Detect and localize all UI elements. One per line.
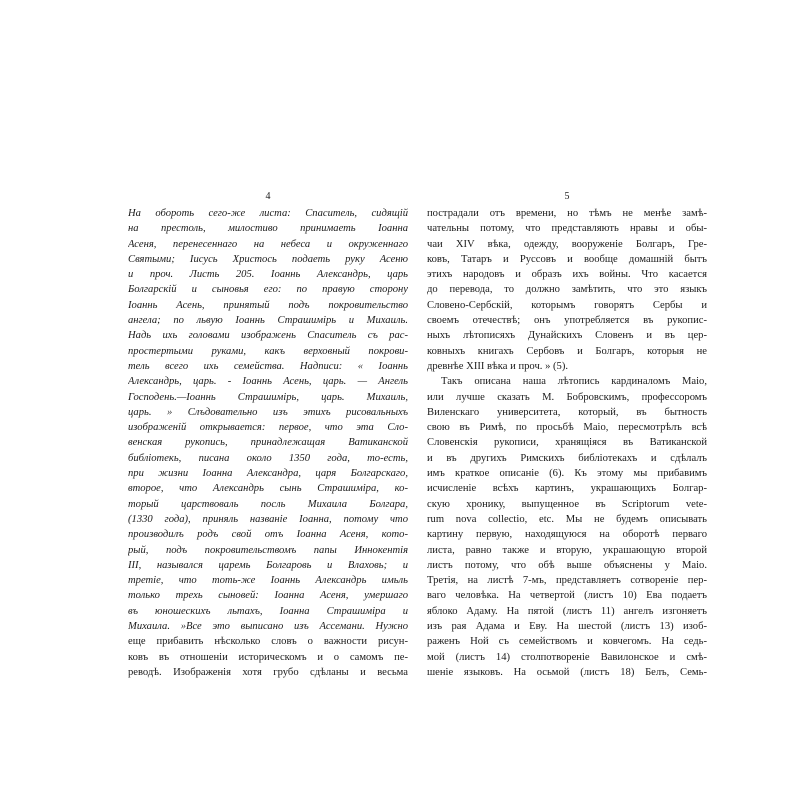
text-line: изъ рая Адама и Еву. На шестой (листъ 13) изоб- (427, 621, 707, 633)
text-line: На обороть сего-же листа: Спаситель, сидящій (128, 208, 408, 219)
text-line: Словенскія рукописи, хранящіяся въ Ватиканской (427, 437, 707, 449)
page-body (128, 206, 408, 680)
text-line: имъ краткое описаніе (6). Къ этому мы прибавимъ (427, 468, 707, 480)
text-line: производилъ родъ свой отъ Іоанна Асеня, кото- (128, 529, 408, 541)
text-line: исчисленіе всѣхъ картинъ, украшающихъ Болгар- (427, 483, 707, 495)
text-line: Надь ихь головами изображень Спаситель съ рас- (128, 330, 408, 342)
text-line: древнѣе XIII вѣка и проч. » (5). (427, 360, 569, 372)
text-line: (1330 года), приняль названіе Іоанна, потому что (128, 513, 408, 525)
text-line: простертыми руками, какъ верховный покрови- (128, 345, 408, 357)
text-line: III, назывался царемь Болгаровь и Влаховь; и (128, 559, 408, 571)
text-line: картину первую, находящуюся на оборотѣ перваго (427, 529, 707, 541)
text-line: только трехь сыновей: Іоанна Асеня, умершаго (128, 590, 408, 602)
text-line: на престоль, милостиво принимаеть Іоанна (128, 223, 408, 235)
text-line: второе, что Александрь сынь Страшиміра, ко- (128, 483, 408, 495)
text-line: яблоко Адаму. На пятой (листъ 11) ангелъ изгоняетъ (427, 605, 707, 617)
text-line: въ юношескихъ льтахъ, Іоанна Страшиміра и (128, 605, 408, 617)
text-line: чательны потому, что представляють нравы и обы- (427, 223, 707, 235)
left-page (128, 190, 408, 680)
text-line: своемъ отечествѣ; онъ употребляется въ рукопис- (427, 315, 707, 327)
text-line: Александрь, царь. - Іоаннь Асень, царь. — Ангель (128, 376, 408, 388)
text-line: торый царствоваль посль Михаила Болгара, (128, 498, 408, 510)
text-line: ковъ, Татаръ и Руссовъ и вообще домашній бытъ (427, 253, 707, 265)
text-line: царь. » Слъдовательно изъ этихъ рисовальныхъ (128, 406, 408, 418)
text-line: библіотекь, писана около 1350 года, то-есть, (128, 452, 408, 464)
page-number: 4 (265, 191, 271, 202)
text-line: чаи XIV вѣка, одежду, вооруженіе Болгаръ, Гре- (427, 238, 707, 250)
page-body (427, 206, 707, 680)
text-line: ангела; по львую Іоаннь Страшимірь и Михаиль. (128, 315, 408, 327)
text-line: тель всего ихь семейства. Надписи: « Іоаннь (128, 360, 408, 372)
text-line: Третія, на листѣ 7-мъ, представляетъ сотвореніе пер- (427, 575, 707, 587)
text-line: листа, равно также и вторую, украшающую второй (427, 544, 707, 556)
text-line: раженъ Ной съ семействомъ и ковчегомъ. На седь- (427, 636, 707, 648)
text-line: Святыми; Іисусь Христось подаеть руку Асеню (128, 253, 408, 265)
text-line: rum nova collectio, etc. Мы не будемъ описывать (427, 513, 707, 525)
text-line: этихъ народовъ и образъ ихъ войны. Что касается (427, 269, 707, 281)
text-line: ковъ въ отношеніи историческомъ и о самомъ пе- (128, 651, 408, 663)
text-line: Болгарскій и сыновья его: по правую сторону (128, 284, 408, 296)
text-line: изображеній открывается: первое, что эта Сло- (128, 422, 408, 434)
text-line: третіе, что тоть-же Іоаннь Александрь имьль (128, 575, 408, 587)
text-line: или лучше сказать М. Бобровскимъ, профессоромъ (427, 391, 707, 403)
text-line: мой (листъ 14) столпотвореніе Вавилонское и смѣ- (427, 651, 707, 663)
text-line: Іоаннь Асень, принятый подъ покровительство (128, 299, 408, 311)
text-line: еще прибавить нѣсколько словъ о важности рисун- (128, 636, 408, 648)
text-line: Асеня, перенесеннаго на небеса и окруженнаго (128, 238, 408, 250)
text-line: и проч. Листь 205. Іоаннь Александрь, царь (128, 269, 408, 281)
text-line: и въ другихъ Римскихъ библіотекахъ и сдѣлалъ (427, 452, 707, 464)
text-line: скую хронику, выпущенное въ Scriptorum vete- (427, 498, 707, 510)
text-line: венская рукопись, принадлежащая Ватиканской (128, 437, 408, 449)
text-line: Михаила. »Все это выписано изъ Ассемани. Нужно (128, 621, 408, 633)
text-line: рый, подъ покровительствомъ папы Иннокентія (128, 544, 408, 556)
text-line: Виленскаго университета, который, въ бытность (427, 406, 707, 418)
text-line: ковныхъ книгахъ Сербовъ и Болгаръ, которыя не (427, 345, 707, 357)
text-line: Господень.—Іоаннь Страшимірь, царь. Михаиль, (128, 391, 408, 403)
text-line: пострадали отъ времени, но тѣмъ не менѣе замѣ- (427, 208, 707, 219)
page-number: 5 (564, 191, 570, 202)
text-line: листъ потому, что обѣ выше объяснены у Маіо. (427, 559, 707, 571)
right-page (427, 190, 707, 680)
text-line: ныхъ лѣтописяхъ Дунайскихъ Словенъ и въ цер- (427, 330, 707, 342)
text-line: при жизни Іоанна Александра, царя Болгарскаго, (128, 468, 408, 480)
text-line: Словено-Сербскій, которымъ говорятъ Сербы и (427, 299, 707, 311)
text-line: ваго человѣка. На четвертой (листъ 10) Ева подаетъ (427, 590, 707, 602)
text-line: реводѣ. Изображенія хотя грубо сдѣланы и весьма (128, 666, 408, 678)
text-line: до перевода, то должно замѣтить, что это языкъ (427, 284, 707, 296)
text-line: свою въ Римѣ, по просьбѣ Маіо, пересмотрѣлъ всѣ (427, 422, 707, 434)
text-line: шеніе языковъ. На осьмой (листъ 18) Белъ, Семь- (427, 666, 707, 678)
text-line: Такъ описана наша лѣтопись кардиналомъ Маіо, (441, 376, 707, 388)
